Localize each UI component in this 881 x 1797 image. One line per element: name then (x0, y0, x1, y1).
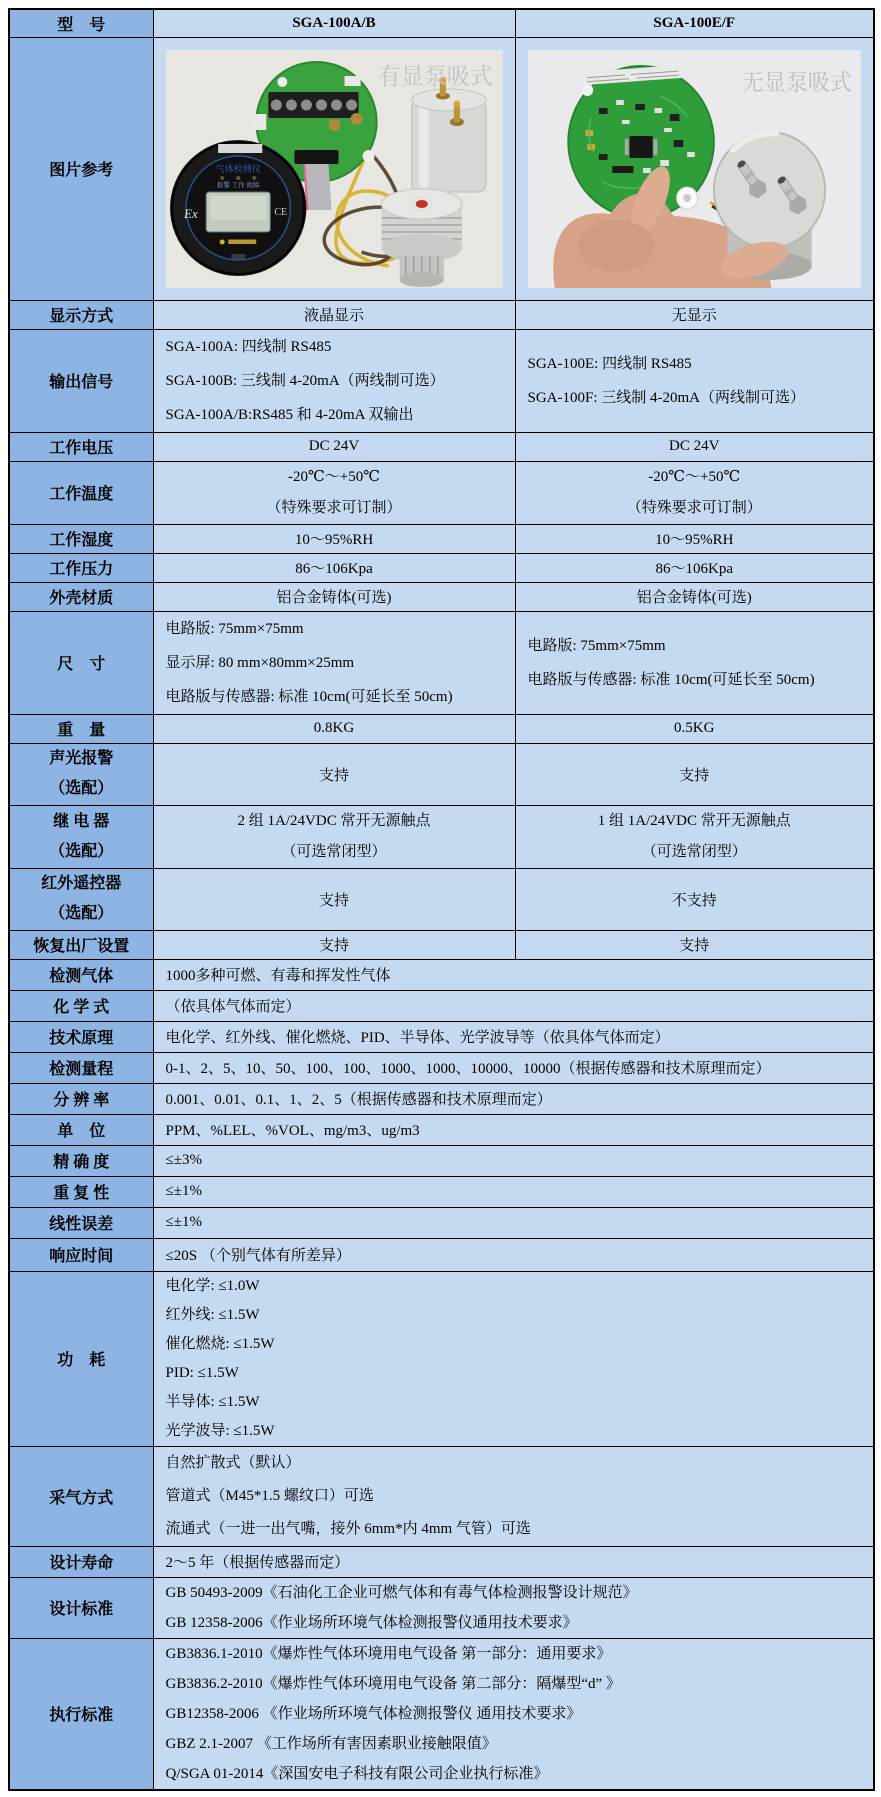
row-label-photos: 图片参考 (9, 37, 153, 300)
value-line: GB 12358-2006《作业场所环境气体检测报警仪通用技术要求》 (165, 1614, 578, 1631)
value-span (153, 1446, 874, 1546)
svg-text:报警 工作 故障: 报警 工作 故障 (216, 181, 259, 189)
row-label (9, 743, 153, 805)
detector-head (170, 140, 306, 276)
row-ir-remote (9, 868, 874, 930)
value-a: 10～95%RH (153, 524, 515, 553)
row-label: 工作电压 (9, 432, 153, 461)
photo-cell-a (153, 37, 515, 300)
value-a: 支持 (153, 743, 515, 805)
row-label-line: 红外遥控器 (41, 875, 122, 892)
value-b: 10～95%RH (515, 524, 874, 553)
row-label: 线性误差 (9, 1207, 153, 1238)
row-output-signal (9, 329, 874, 432)
row-label: 单 位 (9, 1114, 153, 1145)
row-working-voltage (9, 432, 874, 461)
row-label: 精 确 度 (9, 1145, 153, 1176)
value-line: 半导体: ≤1.5W (165, 1393, 260, 1410)
value-b (515, 461, 874, 524)
value-b (515, 805, 874, 868)
row-label: 功 耗 (9, 1271, 153, 1446)
row-label: 重 量 (9, 714, 153, 743)
value-span: 0.001、0.01、0.1、1、2、5（根据传感器和技术原理而定） (153, 1083, 874, 1114)
row-relay (9, 805, 874, 868)
value-line: （特殊要求可订制） (626, 499, 762, 516)
value-a: 液晶显示 (153, 300, 515, 329)
value-b: 铝合金铸体(可选) (515, 582, 874, 611)
value-line: GB12358-2006 《作业场所环境气体检测报警仪 通用技术要求》 (165, 1705, 582, 1722)
row-housing-material (9, 582, 874, 611)
row-design-life (9, 1546, 874, 1577)
row-label: 输出信号 (9, 329, 153, 432)
row-label-line: 声光报警 (49, 750, 114, 767)
row-technical-principle (9, 1021, 874, 1052)
row-detected-gas (9, 959, 874, 990)
value-b: 86～106Kpa (515, 553, 874, 582)
row-label: 显示方式 (9, 300, 153, 329)
row-working-temperature (9, 461, 874, 524)
value-a (153, 329, 515, 432)
value-line: 红外线: ≤1.5W (165, 1306, 260, 1323)
row-factory-reset (9, 930, 874, 959)
value-line: 电化学: ≤1.0W (165, 1277, 260, 1294)
value-span: PPM、%LEL、%VOL、mg/m3、ug/m3 (153, 1114, 874, 1145)
value-line: SGA-100A/B:RS485 和 4-20mA 双输出 (165, 406, 414, 423)
value-b: 不支持 (515, 868, 874, 930)
row-linearity-error (9, 1207, 874, 1238)
row-weight (9, 714, 874, 743)
row-label (9, 805, 153, 868)
table-row-header (9, 9, 874, 37)
value-line: （可选常闭型） (641, 843, 747, 860)
photo-watermark-b: 无显泵吸式 (741, 69, 852, 95)
value-line: SGA-100E: 四线制 RS485 (527, 355, 692, 372)
value-a: 支持 (153, 930, 515, 959)
product-photo-sga-100ef (528, 50, 862, 288)
model-b-header: SGA-100E/F (515, 9, 874, 37)
row-design-standard (9, 1577, 874, 1638)
row-label: 外壳材质 (9, 582, 153, 611)
value-line: 2 组 1A/24VDC 常开无源触点 (237, 812, 431, 829)
row-repeatability (9, 1176, 874, 1207)
photo-watermark-a: 有显泵吸式 (377, 62, 493, 89)
value-line: GBZ 2.1-2007 《工作场所有害因素职业接触限值》 (165, 1735, 497, 1752)
row-dimensions (9, 611, 874, 714)
value-line: （可选常闭型） (281, 843, 387, 860)
value-line: 1 组 1A/24VDC 常开无源触点 (597, 812, 791, 829)
value-span: 0-1、2、5、10、50、100、100、1000、1000、10000、10000（根据传感器和技术原理而定） (153, 1052, 874, 1083)
row-display-mode (9, 300, 874, 329)
row-response-time (9, 1238, 874, 1271)
row-label: 工作湿度 (9, 524, 153, 553)
value-b: 支持 (515, 930, 874, 959)
value-span: 2～5 年（根据传感器而定） (153, 1546, 874, 1577)
row-label: 执行标准 (9, 1638, 153, 1790)
row-label: 技术原理 (9, 1021, 153, 1052)
value-span (153, 1271, 874, 1446)
row-label-line: （选配） (49, 780, 114, 797)
row-label: 响应时间 (9, 1238, 153, 1271)
value-span: ≤20S （个别气体有所差异） (153, 1238, 874, 1271)
table-row-photos (9, 37, 874, 300)
value-line: 电路版与传感器: 标准 10cm(可延长至 50cm) (527, 671, 815, 688)
value-a (153, 805, 515, 868)
value-b: DC 24V (515, 432, 874, 461)
row-label: 检测量程 (9, 1052, 153, 1083)
value-span: 电化学、红外线、催化燃烧、PID、半导体、光学波导等（依具体气体而定） (153, 1021, 874, 1052)
value-span: ≤±1% (153, 1207, 874, 1238)
value-a (153, 611, 515, 714)
row-unit (9, 1114, 874, 1145)
row-detection-range (9, 1052, 874, 1083)
value-line: GB3836.2-2010《爆炸性气体环境用电气设备 第二部分：隔爆型“d” 》 (165, 1675, 621, 1692)
value-b: 0.5KG (515, 714, 874, 743)
photo-cell-b (515, 37, 874, 300)
row-execution-standard (9, 1638, 874, 1790)
value-line: 电路版: 75mm×75mm (527, 637, 666, 654)
value-line: 显示屏: 80 mm×80mm×25mm (165, 654, 355, 671)
value-line: GB3836.1-2010《爆炸性气体环境用电气设备 第一部分：通用要求》 (165, 1645, 612, 1662)
value-a: 86～106Kpa (153, 553, 515, 582)
row-working-pressure (9, 553, 874, 582)
row-label (9, 868, 153, 930)
row-power-consumption (9, 1271, 874, 1446)
row-label: 工作压力 (9, 553, 153, 582)
row-label: 设计标准 (9, 1577, 153, 1638)
row-label: 恢复出厂设置 (9, 930, 153, 959)
row-label-model: 型 号 (9, 9, 153, 37)
row-sampling-method (9, 1446, 874, 1546)
value-line: （特殊要求可订制） (266, 499, 402, 516)
value-span: ≤±1% (153, 1176, 874, 1207)
value-b: 无显示 (515, 300, 874, 329)
value-span: 1000多种可燃、有毒和挥发性气体 (153, 959, 874, 990)
value-line: 流通式（一进一出气嘴，接外 6mm*内 4mm 气管）可选 (165, 1520, 531, 1537)
value-b (515, 611, 874, 714)
value-line: 电路版: 75mm×75mm (165, 620, 304, 637)
value-line: 自然扩散式（默认） (165, 1454, 301, 1471)
spec-table (8, 8, 875, 1791)
value-a: 铝合金铸体(可选) (153, 582, 515, 611)
row-label: 化 学 式 (9, 990, 153, 1021)
value-line: 催化燃烧: ≤1.5W (165, 1335, 275, 1352)
row-resolution (9, 1083, 874, 1114)
row-label-line: （选配） (49, 842, 114, 860)
svg-text:气体检测仪: 气体检测仪 (215, 163, 261, 174)
model-a-header: SGA-100A/B (153, 9, 515, 37)
sensor-cylinder-plain (411, 76, 485, 192)
value-line: -20℃～+50℃ (287, 468, 380, 485)
svg-text:CE: CE (273, 206, 287, 218)
row-label: 尺 寸 (9, 611, 153, 714)
value-line: GB 50493-2009《石油化工企业可燃气体和有毒气体检测报警设计规范》 (165, 1584, 638, 1601)
value-line: -20℃～+50℃ (648, 468, 741, 485)
row-label: 采气方式 (9, 1446, 153, 1546)
value-b: 支持 (515, 743, 874, 805)
value-a (153, 461, 515, 524)
value-b (515, 329, 874, 432)
value-line: SGA-100F: 三线制 4-20mA（两线制可选） (527, 389, 806, 406)
row-label: 设计寿命 (9, 1546, 153, 1577)
row-label: 分 辨 率 (9, 1083, 153, 1114)
value-line: SGA-100A: 四线制 RS485 (165, 338, 332, 355)
row-label-line: 继 电 器 (53, 812, 110, 830)
value-a: 支持 (153, 868, 515, 930)
value-line: PID: ≤1.5W (165, 1364, 239, 1381)
value-line: 电路版与传感器: 标准 10cm(可延长至 50cm) (165, 688, 453, 705)
value-span (153, 1577, 874, 1638)
row-label-line: （选配） (49, 905, 114, 922)
row-accuracy (9, 1145, 874, 1176)
row-audible-visual-alarm (9, 743, 874, 805)
value-line: SGA-100B: 三线制 4-20mA（两线制可选） (165, 372, 445, 389)
product-photo-sga-100ab (166, 50, 503, 288)
value-line: 光学波导: ≤1.5W (165, 1422, 275, 1439)
svg-text:Ex: Ex (183, 205, 198, 221)
row-label: 工作温度 (9, 461, 153, 524)
value-line: 管道式（M45*1.5 螺纹口）可选 (165, 1487, 374, 1504)
row-working-humidity (9, 524, 874, 553)
value-a: 0.8KG (153, 714, 515, 743)
value-a: DC 24V (153, 432, 515, 461)
value-line: Q/SGA 01-2014《深国安电子科技有限公司企业执行标准》 (165, 1765, 549, 1782)
value-span: （依具体气体而定） (153, 990, 874, 1021)
row-label: 重 复 性 (9, 1176, 153, 1207)
value-span (153, 1638, 874, 1790)
value-span: ≤±3% (153, 1145, 874, 1176)
row-chemical-formula (9, 990, 874, 1021)
row-label: 检测气体 (9, 959, 153, 990)
